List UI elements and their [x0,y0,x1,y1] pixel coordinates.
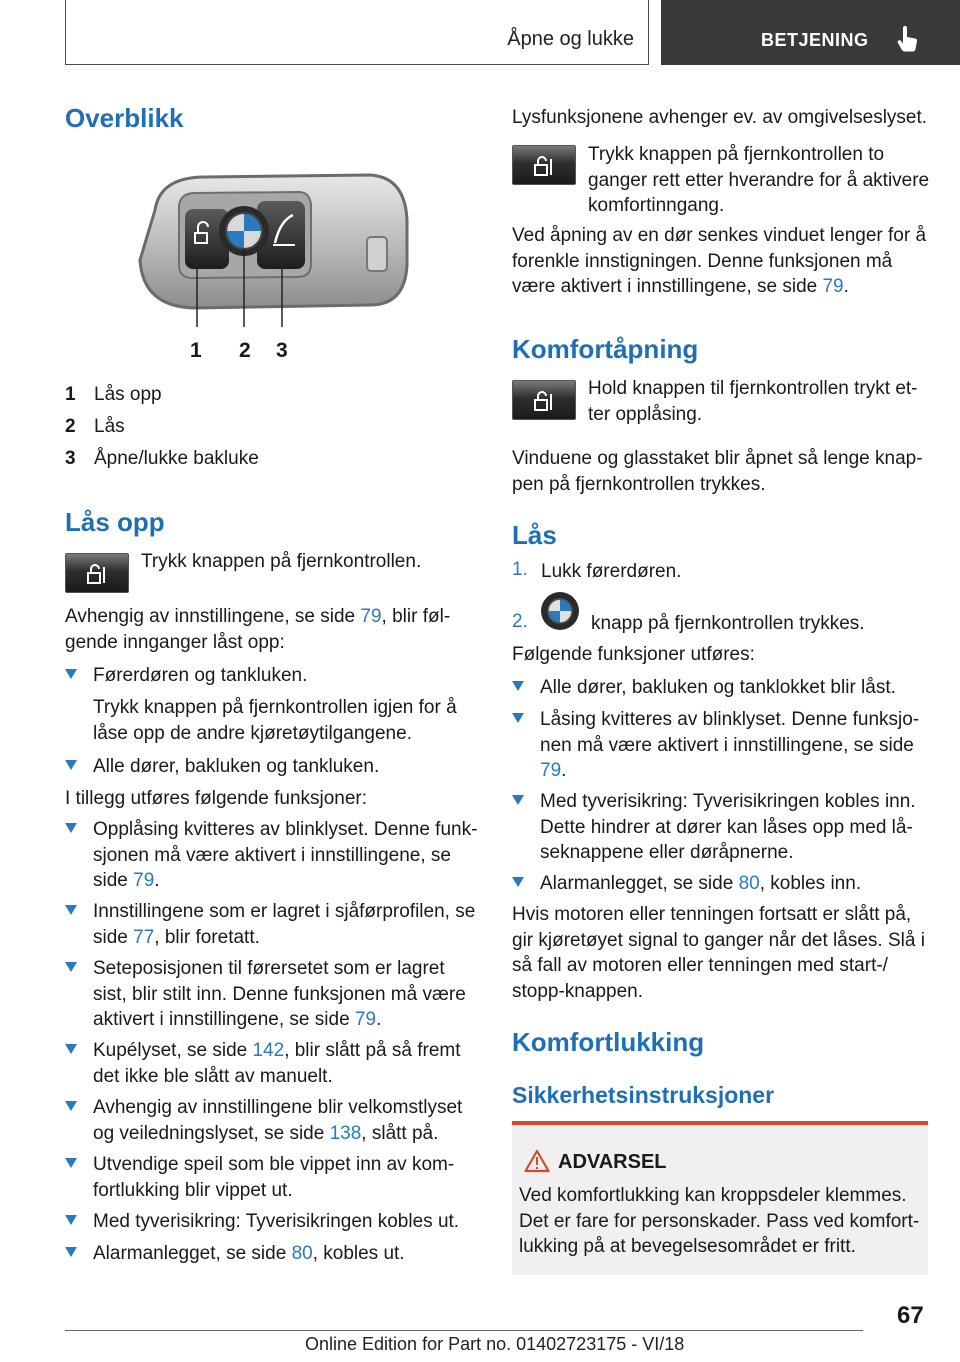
page-link[interactable]: 79 [822,276,844,297]
bullet-triangle-icon [65,1101,77,1111]
header-section-title: Åpne og lukke [507,28,634,50]
bullet-triangle-icon [65,905,77,915]
list-item-sub: Trykk knappen på fjernkontrollen igjen for å låse opp de andre kjøretøytilgangene. [93,697,457,744]
bullet-triangle-icon [65,962,77,972]
unlock-title: Lås opp [65,507,165,537]
bullet-triangle-icon [65,823,77,833]
warning-triangle-icon [524,1149,550,1173]
comfort-press-text: Trykk knappen på fjernkontrollen to ganger rett etter hverandre for å aktivere komfortinngang. [588,144,930,216]
footer-edition: Online Edition for Part no. 01402723175 - VI/18 [305,1334,685,1354]
lock-intro: Følgende funksjoner utføres: [512,644,755,665]
footer-rule [65,1330,863,1331]
comfort-open-title: Komfortåpning [512,334,699,364]
unlock-press-text: Trykk knappen på fjernkontrollen. [141,551,422,572]
callout-1: 1 [190,339,202,362]
page-number: 67 [897,1302,924,1329]
also-intro: I tillegg utføres følgende funksjoner: [65,788,368,809]
page-link[interactable]: 79 [540,760,562,781]
comfort-open-hold: Hold knappen til fjernkontrollen trykt et-ter opplåsing. [588,378,918,425]
comfort-open-windows: Vinduene og glasstaket blir åpnet så lenge knap-pen på fjernkontrollen trykkes. [512,448,923,495]
warning-box [512,1121,928,1275]
bullet-triangle-icon [512,713,524,723]
lock-title: Lås [512,520,557,550]
legend-num: 2 [65,416,76,437]
unlock-button-image [65,553,129,593]
bullet-triangle-icon [65,1215,77,1225]
bullet-triangle-icon [65,1044,77,1054]
overview-title: Overblikk [65,103,184,133]
page-link[interactable]: 77 [133,926,155,948]
safety-title: Sikkerhetsinstruksjoner [512,1082,775,1108]
warning-title: ADVARSEL [558,1151,667,1173]
pointing-hand-icon [897,26,919,52]
bullet-triangle-icon [65,1247,77,1257]
page-link[interactable]: 80 [291,1243,313,1264]
legend-num: 3 [65,448,76,469]
bullet-triangle-icon [512,681,524,691]
step-text: Lukk førerdøren. [541,561,682,582]
header-chapter-box [661,0,960,65]
legend-label: Lås [94,416,125,437]
warning-text: Ved komfortlukking kan kroppsdeler klemmes. Det er fare for personskader. Pass ved komfort-lukking på at bevegelsesområdet er fritt. [519,1185,920,1257]
bullet-triangle-icon [512,795,524,805]
light-note: Lysfunksjonene avhenger ev. av omgivelseslyset. [512,107,928,128]
comfort-close-title: Komfortlukking [512,1027,705,1057]
header-section-box [65,0,649,65]
unlock-icon [86,563,110,585]
page-link[interactable]: 138 [329,1122,362,1144]
comfort-button-image [512,145,576,185]
bullet-triangle-icon [512,877,524,887]
step-number: 2. [512,611,528,632]
step-text: knapp på fjernkontrollen trykkes. [591,613,865,634]
legend-label: Åpne/lukke bakluke [94,448,259,469]
page-link[interactable]: 80 [738,873,760,894]
callout-3: 3 [276,339,288,362]
engine-note: Hvis motoren eller tenningen fortsatt er slått på, gir kjøretøyet signal to ganger når det låses. Slå i så fall av motoren eller tenningen med start-/ stopp-knappen. [512,904,925,1002]
page-link[interactable]: 79 [133,870,155,891]
callout-2: 2 [239,339,251,362]
page-link[interactable]: 79 [360,606,382,627]
key-fob-illustration [135,165,415,365]
legend-num: 1 [65,384,76,405]
unlock-icon [533,155,557,177]
unlock-icon [533,390,557,412]
page-link[interactable]: 142 [252,1040,285,1061]
header-chapter-title: BETJENING [761,30,869,50]
page-link[interactable]: 79 [354,1009,377,1030]
legend-label: Lås opp [94,384,162,405]
comfort-open-button-image [512,380,576,420]
bullet-triangle-icon [65,1158,77,1168]
step-number: 1. [512,559,528,580]
window-note: Ved åpning av en dør senkes vinduet lenger for å forenkle innstigningen. Denne funksjonen må være aktivert i innstillingene, se side 79. [512,225,927,297]
bmw-button-icon [540,591,580,631]
bullet-triangle-icon [65,760,77,770]
bullet-triangle-icon [65,669,77,679]
unlock-intro: Avhengig av innstillingene, se side 79, blir føl-gende innganger låst opp: [65,606,451,653]
